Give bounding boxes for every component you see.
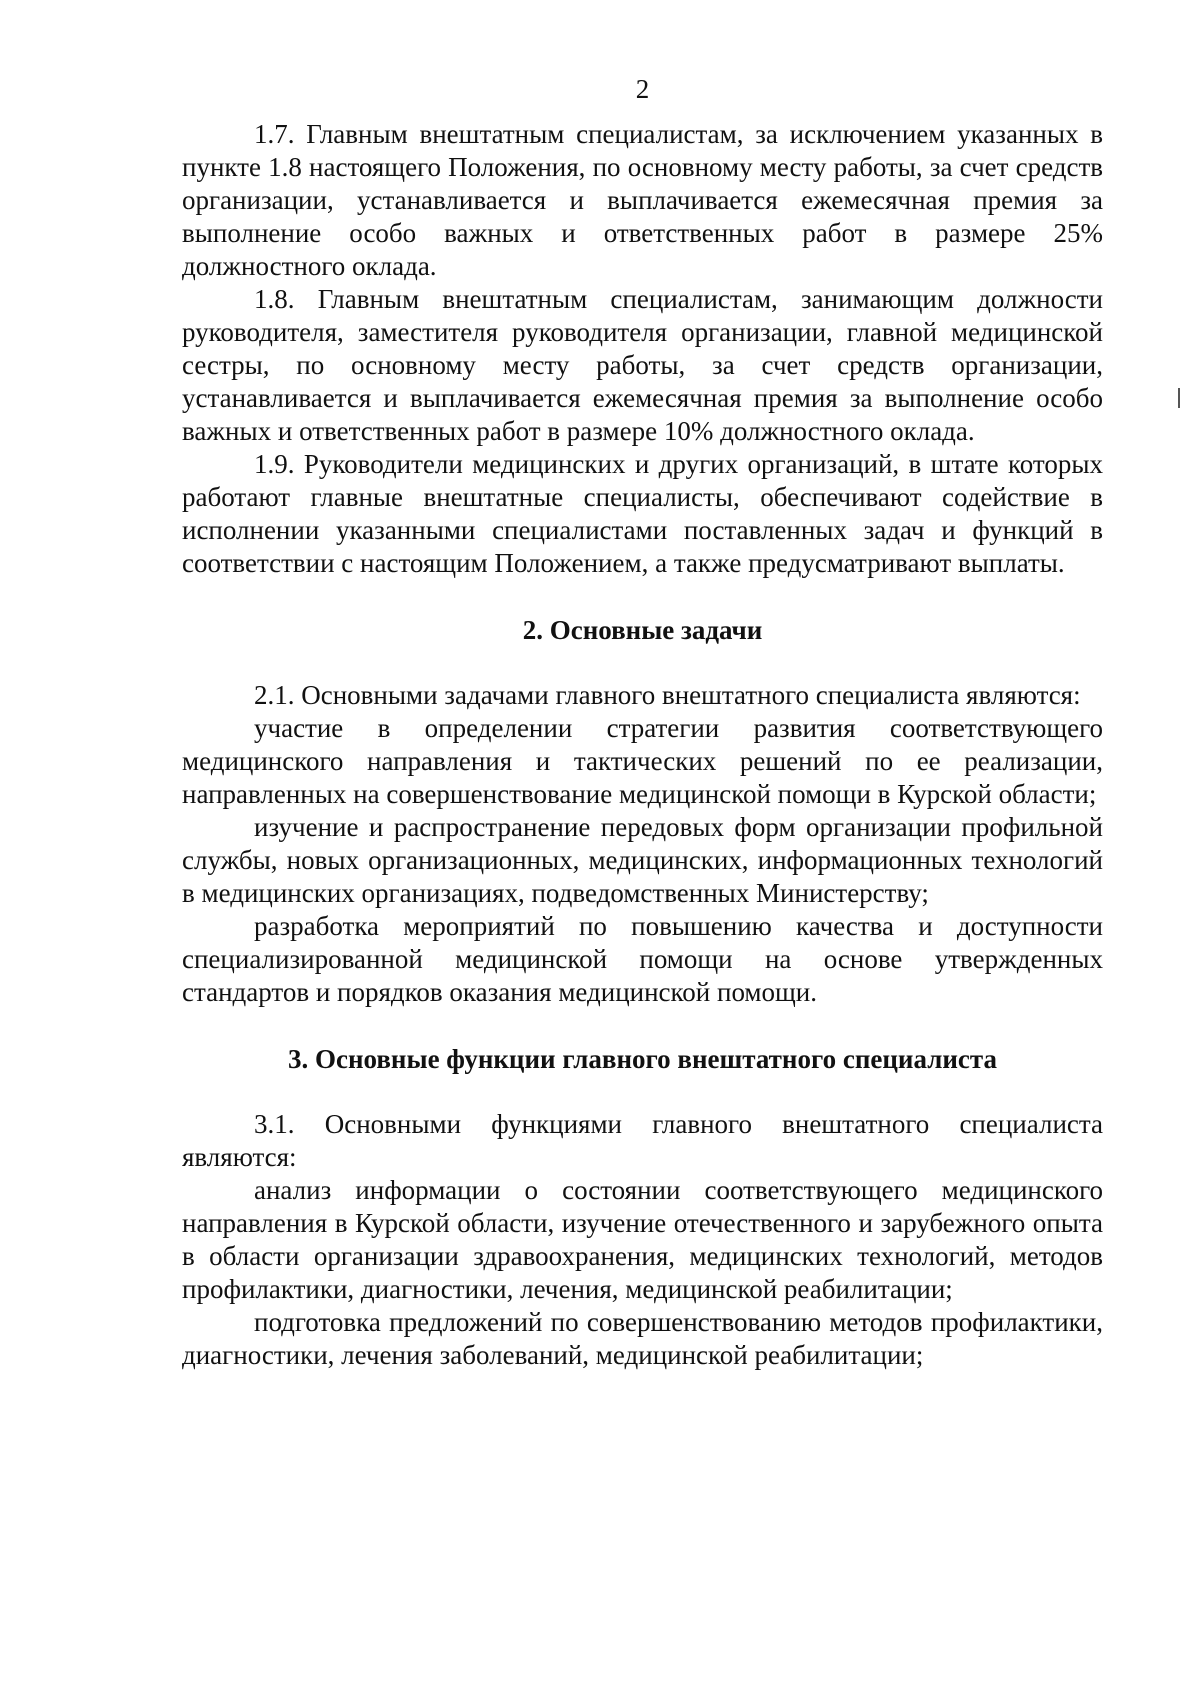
task-quality: разработка мероприятий по повышению качества и доступности специализированной медицинской помощи на основе утвержденных стандартов и порядков оказания медицинской помощи.	[182, 911, 1103, 1007]
function-analysis: анализ информации о состоянии соответствующего медицинского направления в Курской области, изучение отечественного и зарубежного опыта в области организации здравоохранения, медицинских технологий, методов профилактики, диагностики, лечения, медицинской реабилитации;	[182, 1175, 1103, 1304]
section-3-heading: 3. Основные функции главного внештатного специалиста	[287, 1044, 997, 1074]
scan-margin-mark	[1178, 388, 1180, 408]
task-technologies: изучение и распространение передовых форм организации профильной службы, новых организационных, медицинских, информационных технологий в медицинских организациях, подведомственных Министерству;	[182, 812, 1103, 908]
document-body	[182, 73, 1103, 1372]
function-proposals: подготовка предложений по совершенствованию методов профилактики, диагностики, лечения заболеваний, медицинской реабилитации;	[182, 1307, 1103, 1370]
clause-3-1: 3.1. Основными функциями главного внештатного специалиста являются:	[182, 1109, 1103, 1172]
task-strategy: участие в определении стратегии развития соответствующего медицинского направления и тактических решений по ее реализации, направленных на совершенствование медицинской помощи в Курской области;	[182, 713, 1103, 809]
clause-1-7: 1.7. Главным внештатным специалистам, за исключением указанных в пункте 1.8 настоящего Положения, по основному месту работы, за счет средств организации, устанавливается и выплачивается ежемесячная премия за выполнение особо важных и ответственных работ в размере 25% должностного оклада.	[182, 119, 1103, 281]
clause-2-1: 2.1. Основными задачами главного внештатного специалиста являются:	[254, 680, 1081, 710]
page-number: 2	[635, 74, 650, 104]
clause-1-9: 1.9. Руководители медицинских и других организаций, в штате которых работают главные внештатные специалисты, обеспечивают содействие в исполнении указанными специалистами поставленных задач и функций в соответствии с настоящим Положением, а также предусматривают выплаты.	[182, 449, 1103, 578]
section-2-heading: 2. Основные задачи	[522, 615, 763, 645]
clause-1-8: 1.8. Главным внештатным специалистам, занимающим должности руководителя, заместителя руководителя организации, главной медицинской сестры, по основному месту работы, за счет средств организации, устанавливается и выплачивается ежемесячная премия за выполнение особо важных и ответственных работ в размере 10% должностного оклада.	[182, 284, 1103, 446]
